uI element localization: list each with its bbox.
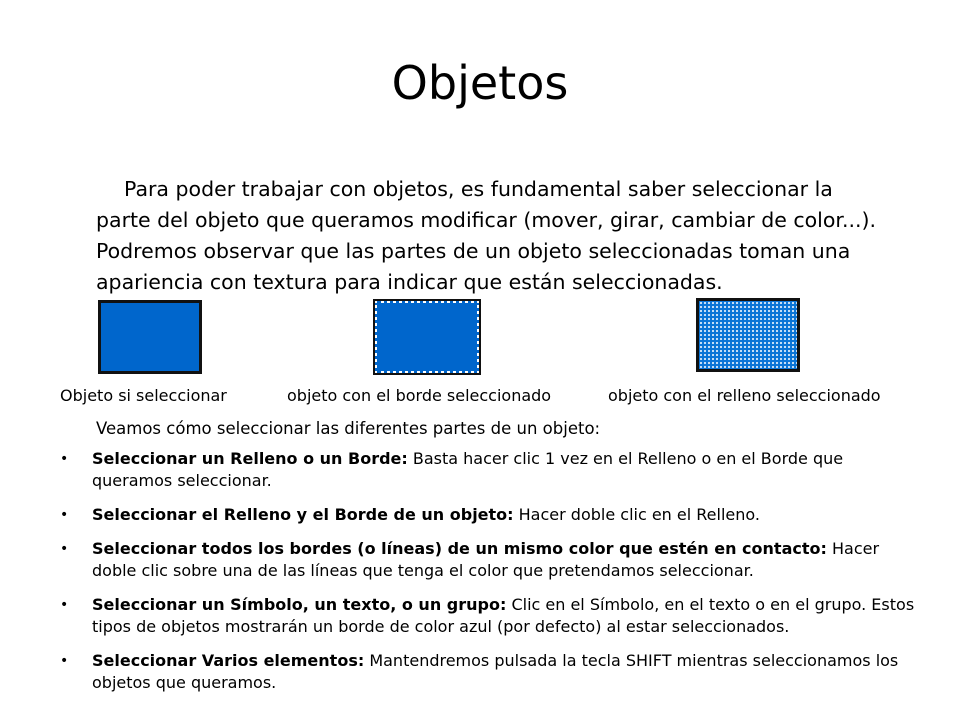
bullet-icon: • [60,653,69,669]
caption-unselected: Objeto si seleccionar [60,386,227,405]
bullet-icon: • [60,451,69,467]
list-item [60,504,920,526]
list-item [60,538,920,582]
list-item [60,650,920,694]
caption-border-selected: objeto con el borde seleccionado [287,386,552,405]
bullet-heading: Seleccionar Varios elementos: [92,651,365,670]
bullet-icon: • [60,597,69,613]
shape-fill-selected [696,298,800,372]
shape-unselected [98,300,202,374]
bullet-text: Mantendremos pulsada la tecla SHIFT mientras seleccionamos los objetos que queramos. [92,651,899,692]
intro-paragraph [96,174,886,298]
caption-fill-selected: objeto con el relleno seleccionado [608,386,881,405]
bullet-text: Hacer doble clic en el Relleno. [513,505,760,524]
bullet-list [60,448,920,706]
bullet-heading: Seleccionar un Relleno o un Borde: [92,449,408,468]
section-subtitle: Veamos cómo seleccionar las diferentes partes de un objeto: [96,419,601,438]
bullet-heading: Seleccionar todos los bordes (o líneas) de un mismo color que estén en contacto: [92,539,827,558]
slide-title: Objetos [391,56,569,110]
bullet-text: Basta hacer clic 1 vez en el Relleno o en el Borde que queramos seleccionar. [92,449,844,490]
bullet-heading: Seleccionar un Símbolo, un texto, o un grupo: [92,595,507,614]
bullet-text: Hacer doble clic sobre una de las líneas que tenga el color que pretendamos seleccionar. [92,539,880,580]
shape-border-selected [374,300,480,374]
bullet-icon: • [60,507,69,523]
intro-text: Para poder trabajar con objetos, es fundamental saber seleccionar la parte del objeto que queramos modificar (mover, girar, cambiar de color...). Podremos observar que las partes de un objeto seleccionadas toman una apariencia con textura para indicar que están seleccionadas. [96,177,877,294]
list-item [60,448,920,492]
list-item [60,594,920,638]
bullet-text: Clic en el Símbolo, en el texto o en el grupo. Estos tipos de objetos mostrarán un borde de color azul (por defecto) al estar seleccionados. [92,595,915,636]
bullet-heading: Seleccionar el Relleno y el Borde de un objeto: [92,505,514,524]
bullet-icon: • [60,541,69,557]
